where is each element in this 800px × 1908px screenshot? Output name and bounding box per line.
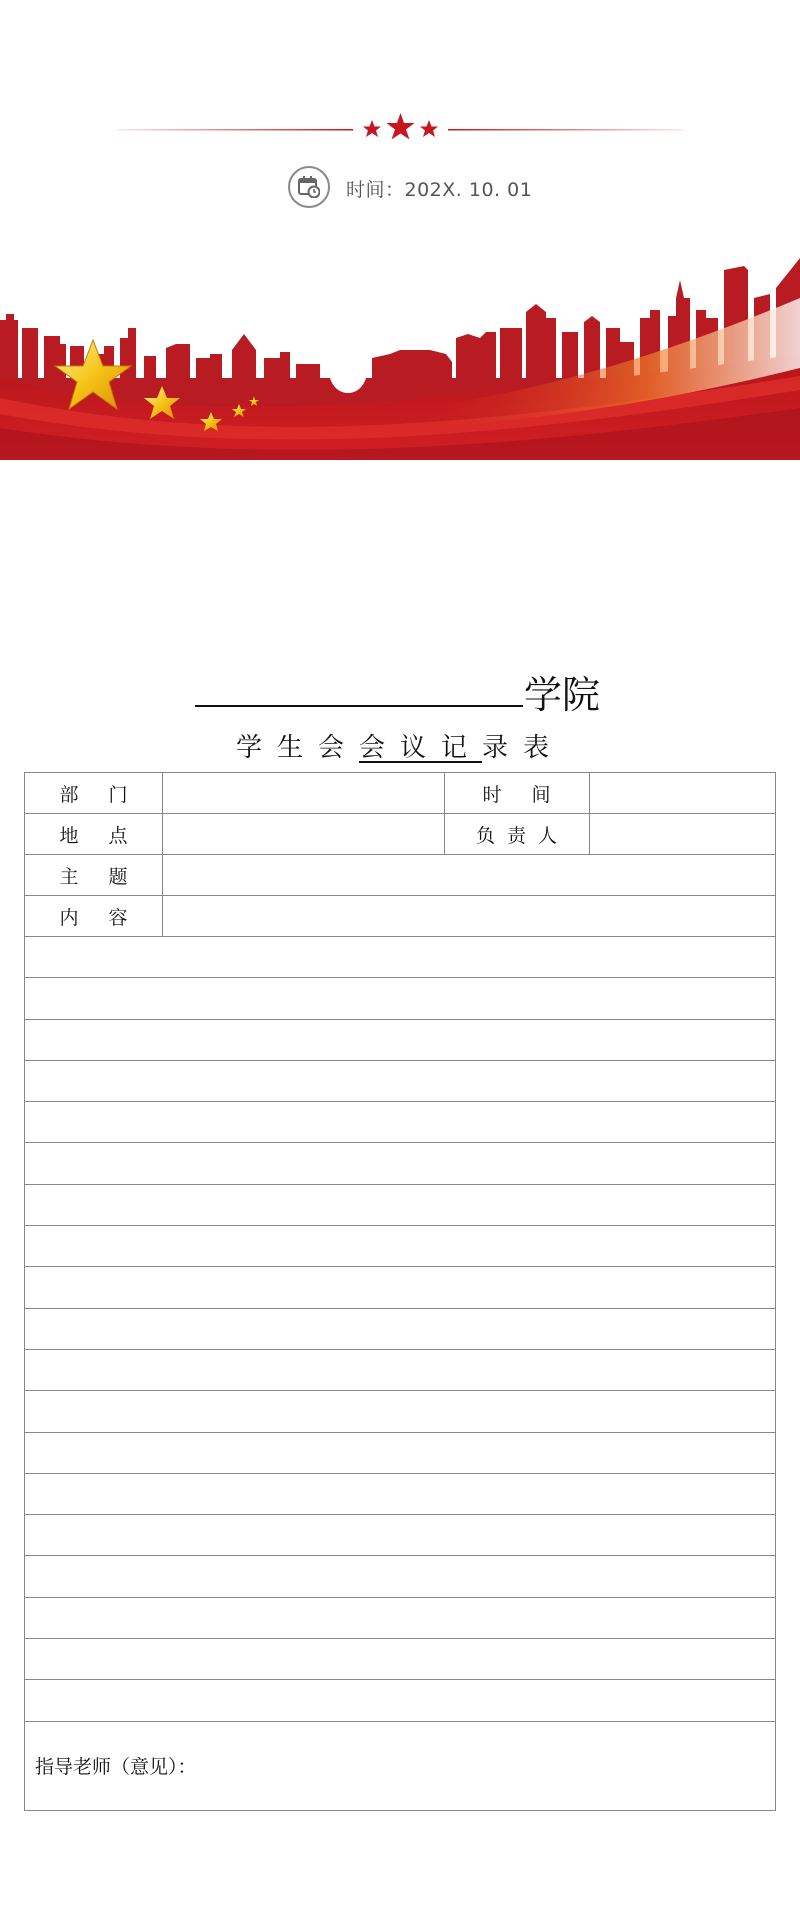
content-line[interactable] (25, 1226, 775, 1267)
skyline-banner (0, 258, 800, 460)
calendar-clock-icon (288, 166, 330, 208)
content-line[interactable] (25, 1061, 775, 1102)
content-field[interactable] (162, 896, 775, 936)
content-label: 内 容 (59, 906, 140, 929)
responsible-label: 负责人 (475, 824, 569, 847)
content-line[interactable] (25, 1639, 775, 1680)
star-icon (387, 113, 415, 140)
content-line[interactable] (25, 1143, 775, 1184)
table-row-topic (25, 855, 775, 896)
content-line[interactable] (25, 1680, 775, 1721)
content-line[interactable] (25, 1391, 775, 1432)
meeting-date: 时间：202X. 10. 01 (346, 179, 533, 201)
college-suffix: 学院 (524, 673, 601, 717)
content-line[interactable] (25, 1020, 775, 1061)
table-row-location (25, 814, 775, 855)
content-line[interactable] (25, 1598, 775, 1639)
content-line[interactable] (25, 1474, 775, 1515)
time-field[interactable] (589, 773, 775, 813)
content-line[interactable] (25, 1433, 775, 1474)
content-line[interactable] (25, 978, 775, 1019)
advisor-opinion-field[interactable] (25, 1722, 775, 1810)
content-line[interactable] (25, 1309, 775, 1350)
content-line[interactable] (25, 1515, 775, 1556)
content-line[interactable] (25, 937, 775, 978)
department-field[interactable] (162, 773, 444, 813)
content-line[interactable] (25, 1185, 775, 1226)
star-icon (363, 120, 381, 137)
table-row-content (25, 896, 775, 937)
star-ornament (118, 108, 683, 148)
content-line[interactable] (25, 1350, 775, 1391)
table-row-department (25, 773, 775, 814)
content-line[interactable] (25, 1102, 775, 1143)
location-field[interactable] (162, 814, 444, 854)
form-title-part2: 录表 (482, 733, 565, 763)
content-line[interactable] (25, 1556, 775, 1597)
time-label: 时 间 (482, 783, 563, 806)
form-title-underlined: 会议记 (358, 733, 482, 763)
star-icon (420, 120, 438, 137)
responsible-field[interactable] (589, 814, 775, 854)
advisor-label: 指导老师（意见）： (35, 1755, 197, 1778)
form-title-part1: 学生会 (235, 733, 359, 763)
date-row (0, 166, 800, 210)
topic-label: 主 题 (59, 865, 140, 888)
meeting-record-table (24, 772, 776, 1811)
topic-field[interactable] (162, 855, 775, 895)
college-name-blank[interactable] (195, 705, 523, 707)
location-label: 地 点 (59, 824, 140, 847)
content-line[interactable] (25, 1267, 775, 1308)
form-title (0, 727, 800, 764)
department-label: 部 门 (59, 783, 140, 806)
